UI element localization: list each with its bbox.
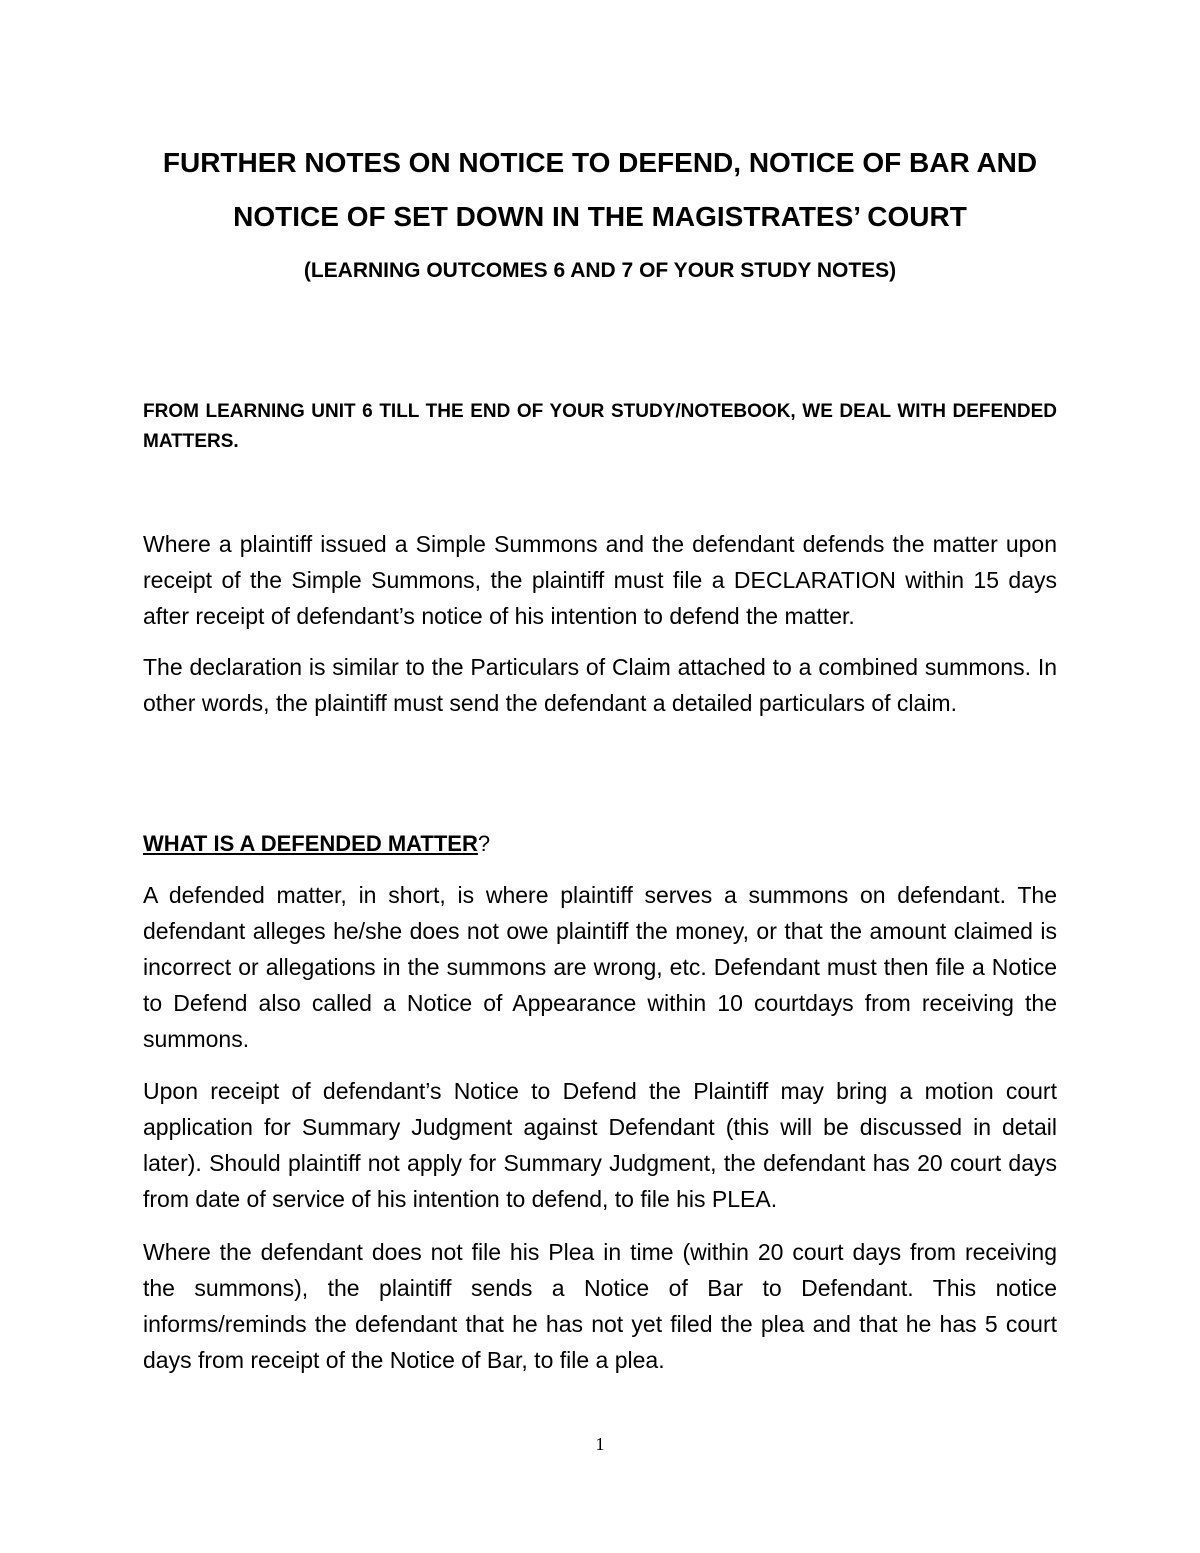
paragraph-summary-judgment: Upon receipt of defendant’s Notice to Defend the Plaintiff may bring a motion court application for Summary Judgment against Defendant (this will be discussed in detail later). Should plaintiff not apply for Summary Judgment, the defendant has 20 court days from date of service of his intention to defend, to file his PLEA. <box>143 1078 1057 1212</box>
intro-paragraph: FROM LEARNING UNIT 6 TILL THE END OF YOUR STUDY/NOTEBOOK, WE DEAL WITH DEFENDED MATTERS. <box>143 401 1057 452</box>
section-heading <box>143 826 490 862</box>
section-heading-text: WHAT IS A DEFENDED MATTER <box>143 831 478 856</box>
title-line-1: FURTHER NOTES ON NOTICE TO DEFEND, NOTICE OF BAR AND <box>162 147 1038 178</box>
document-subtitle: (LEARNING OUTCOMES 6 AND 7 OF YOUR STUDY NOTES) <box>303 259 897 282</box>
paragraph-declaration: Where a plaintiff issued a Simple Summons and the defendant defends the matter upon receipt of the Simple Summons, the plaintiff must file a DECLARATION within 15 days after receipt of defendant’s notice of his intention to defend the matter. <box>143 531 1057 629</box>
section-heading-suffix: ? <box>477 831 491 856</box>
paragraph-declaration-similar: The declaration is similar to the Particulars of Claim attached to a combined summons. In other words, the plaintiff must send the defendant a detailed particulars of claim. <box>143 654 1057 716</box>
page-number: 1 <box>595 1434 605 1454</box>
paragraph-notice-of-bar: Where the defendant does not file his Plea in time (within 20 court days from receiving the summons), the plaintiff sends a Notice of Bar to Defendant. This notice informs/reminds the defendant that he has not yet filed the plea and that he has 5 court days from receipt of the Notice of Bar, to file a plea. <box>143 1239 1057 1373</box>
document-title <box>100 136 1100 244</box>
paragraph-defended-matter: A defended matter, in short, is where plaintiff serves a summons on defendant. The defendant alleges he/she does not owe plaintiff the money, or that the amount claimed is incorrect or allegations in the summons are wrong, etc. Defendant must then file a Notice to Defend also called a Notice of Appearance within 10 courtdays from receiving the summons. <box>143 882 1057 1052</box>
title-line-2: NOTICE OF SET DOWN IN THE MAGISTRATES’ COURT <box>233 201 967 232</box>
